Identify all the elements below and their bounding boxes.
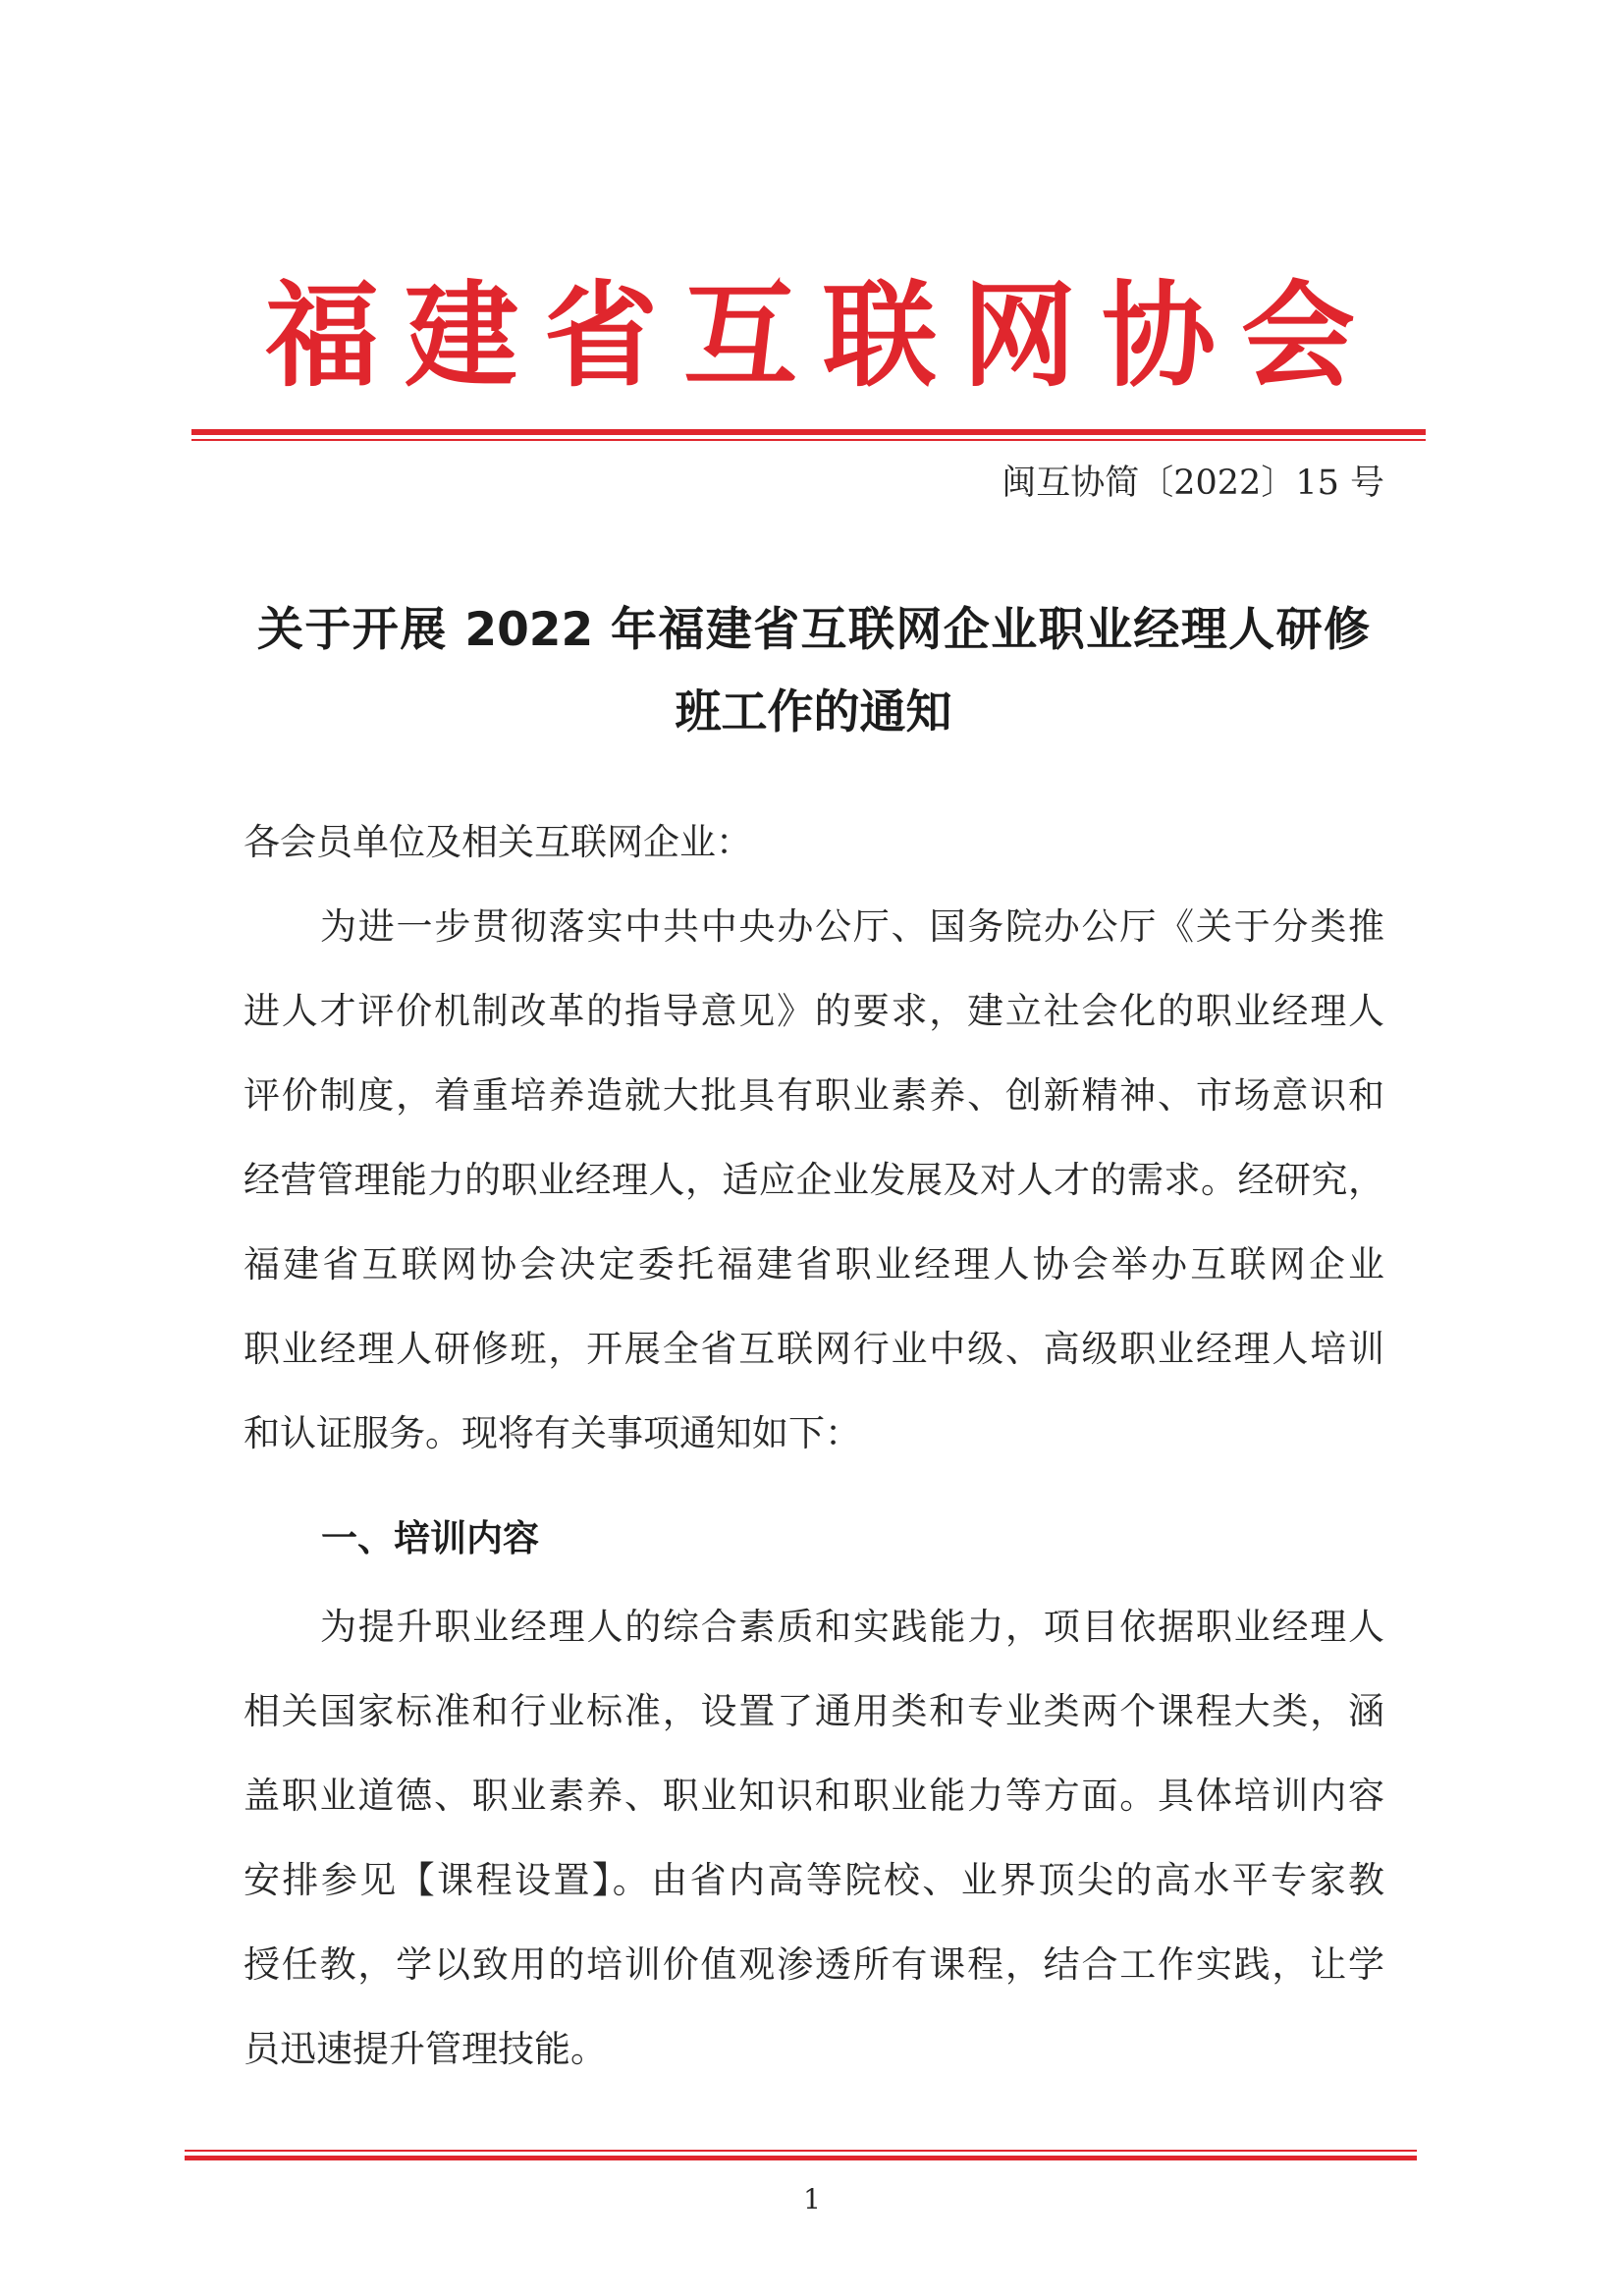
section-1-line: 授任教，学以致用的培训价值观渗透所有课程，结合工作实践，让学 — [244, 1943, 1384, 1986]
document-number: 闽互协简〔2022〕15 号 — [1001, 464, 1384, 503]
section-1-line: 安排参见【课程设置】。由省内高等院校、业界顶尖的高水平专家教 — [244, 1859, 1384, 1901]
header-rule-thin — [191, 439, 1426, 441]
letterhead-org-name: 福建省互联网协会 — [265, 269, 1355, 403]
title-line-2: 班工作的通知 — [675, 685, 952, 739]
section-1-line: 相关国家标准和行业标准，设置了通用类和专业类两个课程大类，涵 — [244, 1690, 1384, 1732]
section-1-line: 盖职业道德、职业素养、职业知识和职业能力等方面。具体培训内容 — [244, 1775, 1384, 1817]
paragraph-1-line: 评价制度，着重培养造就大批具有职业素养、创新精神、市场意识和 — [244, 1074, 1384, 1117]
page-number: 1 — [803, 2183, 821, 2215]
paragraph-1-line: 经营管理能力的职业经理人，适应企业发展及对人才的需求。经研究， — [244, 1159, 1384, 1201]
section-1-line: 为提升职业经理人的综合素质和实践能力，项目依据职业经理人 — [320, 1606, 1384, 1648]
salutation: 各会员单位及相关互联网企业： — [244, 821, 752, 863]
paragraph-1-line: 和认证服务。现将有关事项通知如下： — [244, 1412, 861, 1454]
section-1-heading: 一、培训内容 — [321, 1517, 539, 1559]
intro-block — [244, 800, 1384, 1476]
header-rule-thick — [191, 429, 1426, 435]
paragraph-1-line: 福建省互联网协会决定委托福建省职业经理人协会举办互联网企业 — [244, 1243, 1384, 1285]
footer-rule-thick — [185, 2156, 1417, 2160]
document-title — [257, 589, 1370, 754]
paragraph-1-line: 职业经理人研修班，开展全省互联网行业中级、高级职业经理人培训 — [244, 1328, 1384, 1370]
paragraph-1-line: 为进一步贯彻落实中共中央办公厅、国务院办公厅《关于分类推 — [320, 905, 1384, 948]
paragraph-1-line: 进人才评价机制改革的指导意见》的要求，建立社会化的职业经理人 — [244, 990, 1384, 1032]
footer-rule-thin — [185, 2150, 1417, 2152]
section-1-paragraph — [244, 1585, 1384, 2092]
title-line-1: 关于开展 2022 年福建省互联网企业职业经理人研修 — [257, 603, 1370, 657]
section-1-line: 员迅速提升管理技能。 — [244, 2028, 607, 2070]
